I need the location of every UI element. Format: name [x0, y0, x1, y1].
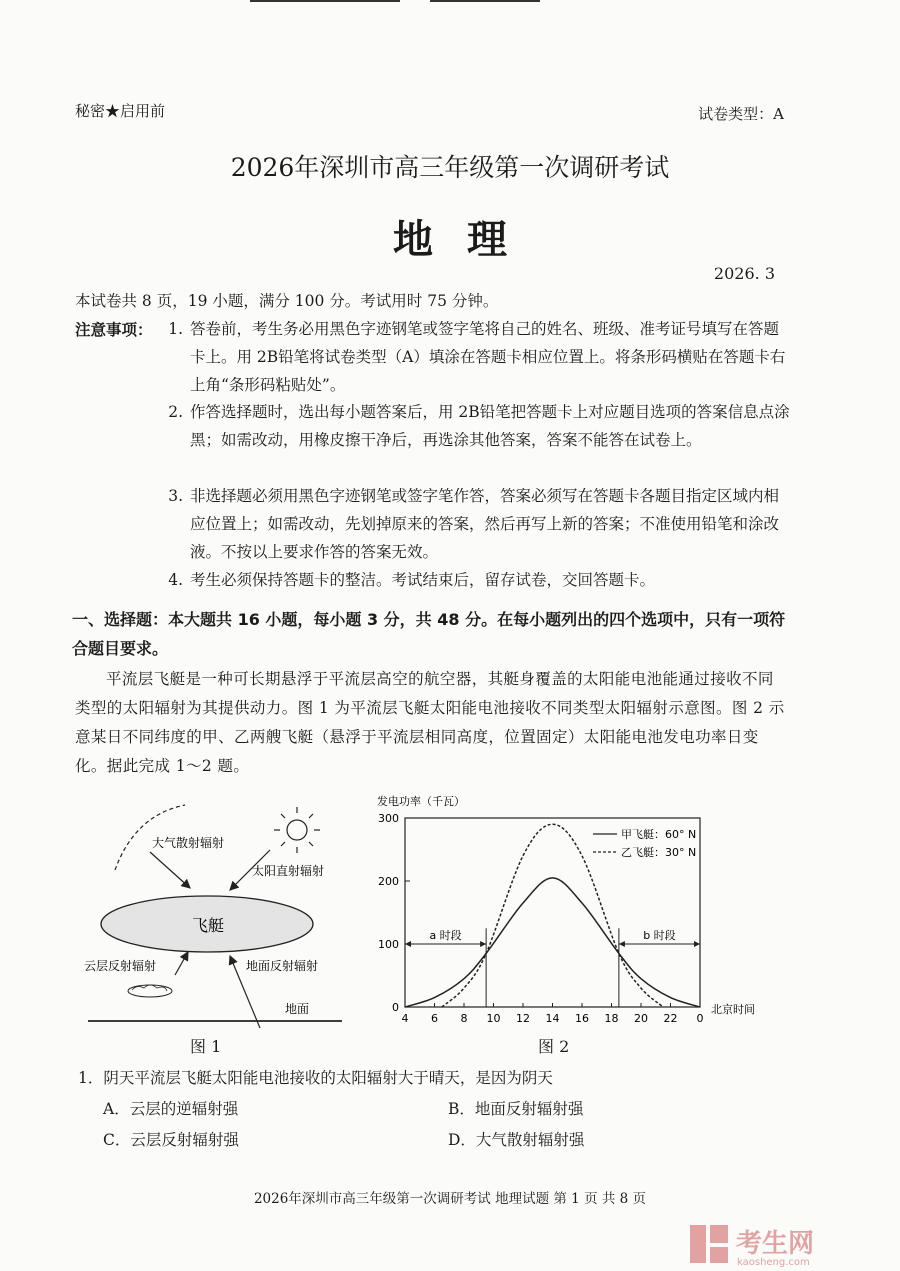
chart-x-tick-label: 10 [486, 1012, 501, 1025]
scatter-arrow [150, 852, 190, 888]
notice-item [0, 315, 900, 399]
scan-edge-line [250, 0, 400, 2]
watermark-text: 考生网 [736, 1229, 815, 1259]
chart-x-tick-label: 6 [431, 1012, 438, 1025]
chart-x-tick-label: 18 [604, 1012, 619, 1025]
chart-y-tick-label: 200 [378, 875, 399, 888]
subject-title: 地理 [393, 217, 541, 263]
chart-x-tick-label: 8 [460, 1012, 468, 1025]
cloud-label: 云层反射辐射 [84, 959, 157, 973]
section-heading: 一、选择题：本大题共 16 小题，每小题 3 分，共 48 分。在每小题列出的四个选项中，只有一项符合题目要求。 [72, 610, 786, 658]
chart-x-tick-label: 14 [545, 1012, 560, 1025]
figure-1 [80, 800, 370, 1050]
notice-number: 2. [168, 403, 183, 421]
paper-intro: 本试卷共 8 页，19 小题，满分 100 分。考试用时 75 分钟。 [75, 292, 499, 310]
period-a-label: a 时段 [429, 929, 462, 942]
chart-xlabel: 北京时间 [711, 1003, 755, 1016]
question-1-stem: 1．阴天平流层飞艇太阳能电池接收的太阳辐射大于晴天，是因为阴天 [78, 1069, 553, 1087]
period-b-arrow-head-right [694, 941, 700, 947]
notice-number: 3. [168, 487, 183, 505]
option-b[interactable]: B．地面反射辐射强 [448, 1100, 584, 1118]
notice-label: 注意事项： [75, 321, 153, 339]
chart-ylabel: 发电功率（千瓦） [377, 795, 465, 808]
page-footer: 2026年深圳市高三年级第一次调研考试 地理试题 第 1 页 共 8 页 [253, 1191, 647, 1207]
legend-label: 乙飞艇：30° N [621, 846, 697, 859]
sun-icon [274, 807, 320, 853]
exam-date: 2026. 3 [713, 264, 775, 283]
figure-1-caption: 图 1 [190, 1037, 222, 1056]
scatter-label: 大气散射辐射 [152, 836, 225, 850]
chart-y-tick-label: 0 [392, 1001, 399, 1014]
option-a[interactable]: A．云层的逆辐射强 [103, 1100, 239, 1118]
legend-label: 甲飞艇：60° N [621, 828, 697, 841]
period-a-arrow-head-left [405, 941, 411, 947]
question-passage: 平流层飞艇是一种可长期悬浮于平流层高空的航空器，其艇身覆盖的太阳能电池能通过接收不同类型的太阳辐射为其提供动力。图 1 为平流层飞艇太阳能电池接收不同类型太阳辐射示意图。图 2 示意某日不同纬度的甲、乙两艘飞艇（悬浮于平流层相同高度，位置固定）太阳能电池发电功率日变化。据此完成 1～2 题。 [75, 670, 785, 775]
ground-reflect-label: 地面反射辐射 [246, 959, 319, 973]
watermark [690, 1221, 870, 1271]
exam-title: 2026年深圳市高三年级第一次调研考试 [230, 153, 670, 182]
notice-item [0, 566, 900, 596]
figure-2-chart [365, 792, 785, 1030]
paper-type: 试卷类型：A [698, 105, 784, 123]
airship-label: 飞艇 [192, 916, 225, 935]
chart-x-tick-label: 16 [575, 1012, 589, 1025]
chart-x-tick-label: 12 [516, 1012, 530, 1025]
scan-edge-line [430, 0, 540, 2]
cloud-arrow [175, 952, 188, 975]
chart-x-tick-label: 0 [696, 1012, 704, 1025]
notice-number: 4. [168, 571, 183, 589]
chart-x-tick-label: 4 [401, 1012, 409, 1025]
direct-label: 太阳直射辐射 [252, 864, 325, 878]
ground-label: 地面 [285, 1002, 310, 1016]
period-a-arrow-head-right [480, 941, 486, 947]
watermark-mark-icon [690, 1225, 728, 1263]
notice-item [0, 398, 900, 482]
option-c[interactable]: C．云层反射辐射强 [103, 1131, 239, 1149]
period-b-arrow-head-left [619, 941, 625, 947]
watermark-url: kaosheng.com [737, 1257, 810, 1267]
notice-text: 作答选择题时，选出每小题答案后，用 2B铅笔把答题卡上对应题目选项的答案信息点涂黑；如需改动，用橡皮擦干净后，再选涂其他答案，答案不能答在试卷上。 [190, 403, 790, 449]
notice-text: 考生必须保持答题卡的整洁。考试结束后，留存试卷，交回答题卡。 [190, 571, 656, 589]
notice-item [0, 482, 900, 566]
option-d[interactable]: D．大气散射辐射强 [448, 1131, 585, 1149]
notice-text: 答卷前，考生务必用黑色字迹钢笔或签字笔将自己的姓名、班级、准考证号填写在答题卡上。用 2B铅笔将试卷类型（A）填涂在答题卡相应位置上。将条形码横贴在答题卡右上角“条形码粘贴处”。 [190, 320, 786, 394]
chart-y-tick-label: 100 [378, 938, 399, 951]
period-b-label: b 时段 [643, 929, 676, 942]
secret-label: 秘密★启用前 [75, 102, 166, 120]
figure-2-caption: 图 2 [538, 1037, 570, 1056]
watermark-logo [690, 1221, 870, 1267]
notice-text: 非选择题必须用黑色字迹钢笔或签字笔作答，答案必须写在答题卡各题目指定区域内相应位置上；如需改动，先划掉原来的答案，然后再写上新的答案；不准使用铅笔和涂改液。不按以上要求作答的答案无效。 [190, 487, 780, 561]
cloud-icon [128, 985, 172, 997]
chart-x-tick-label: 22 [663, 1012, 678, 1025]
notice-number: 1. [168, 320, 183, 338]
chart-y-tick-label: 300 [378, 812, 399, 825]
chart-x-tick-label: 20 [634, 1012, 648, 1025]
series-line-jia [405, 878, 700, 1007]
